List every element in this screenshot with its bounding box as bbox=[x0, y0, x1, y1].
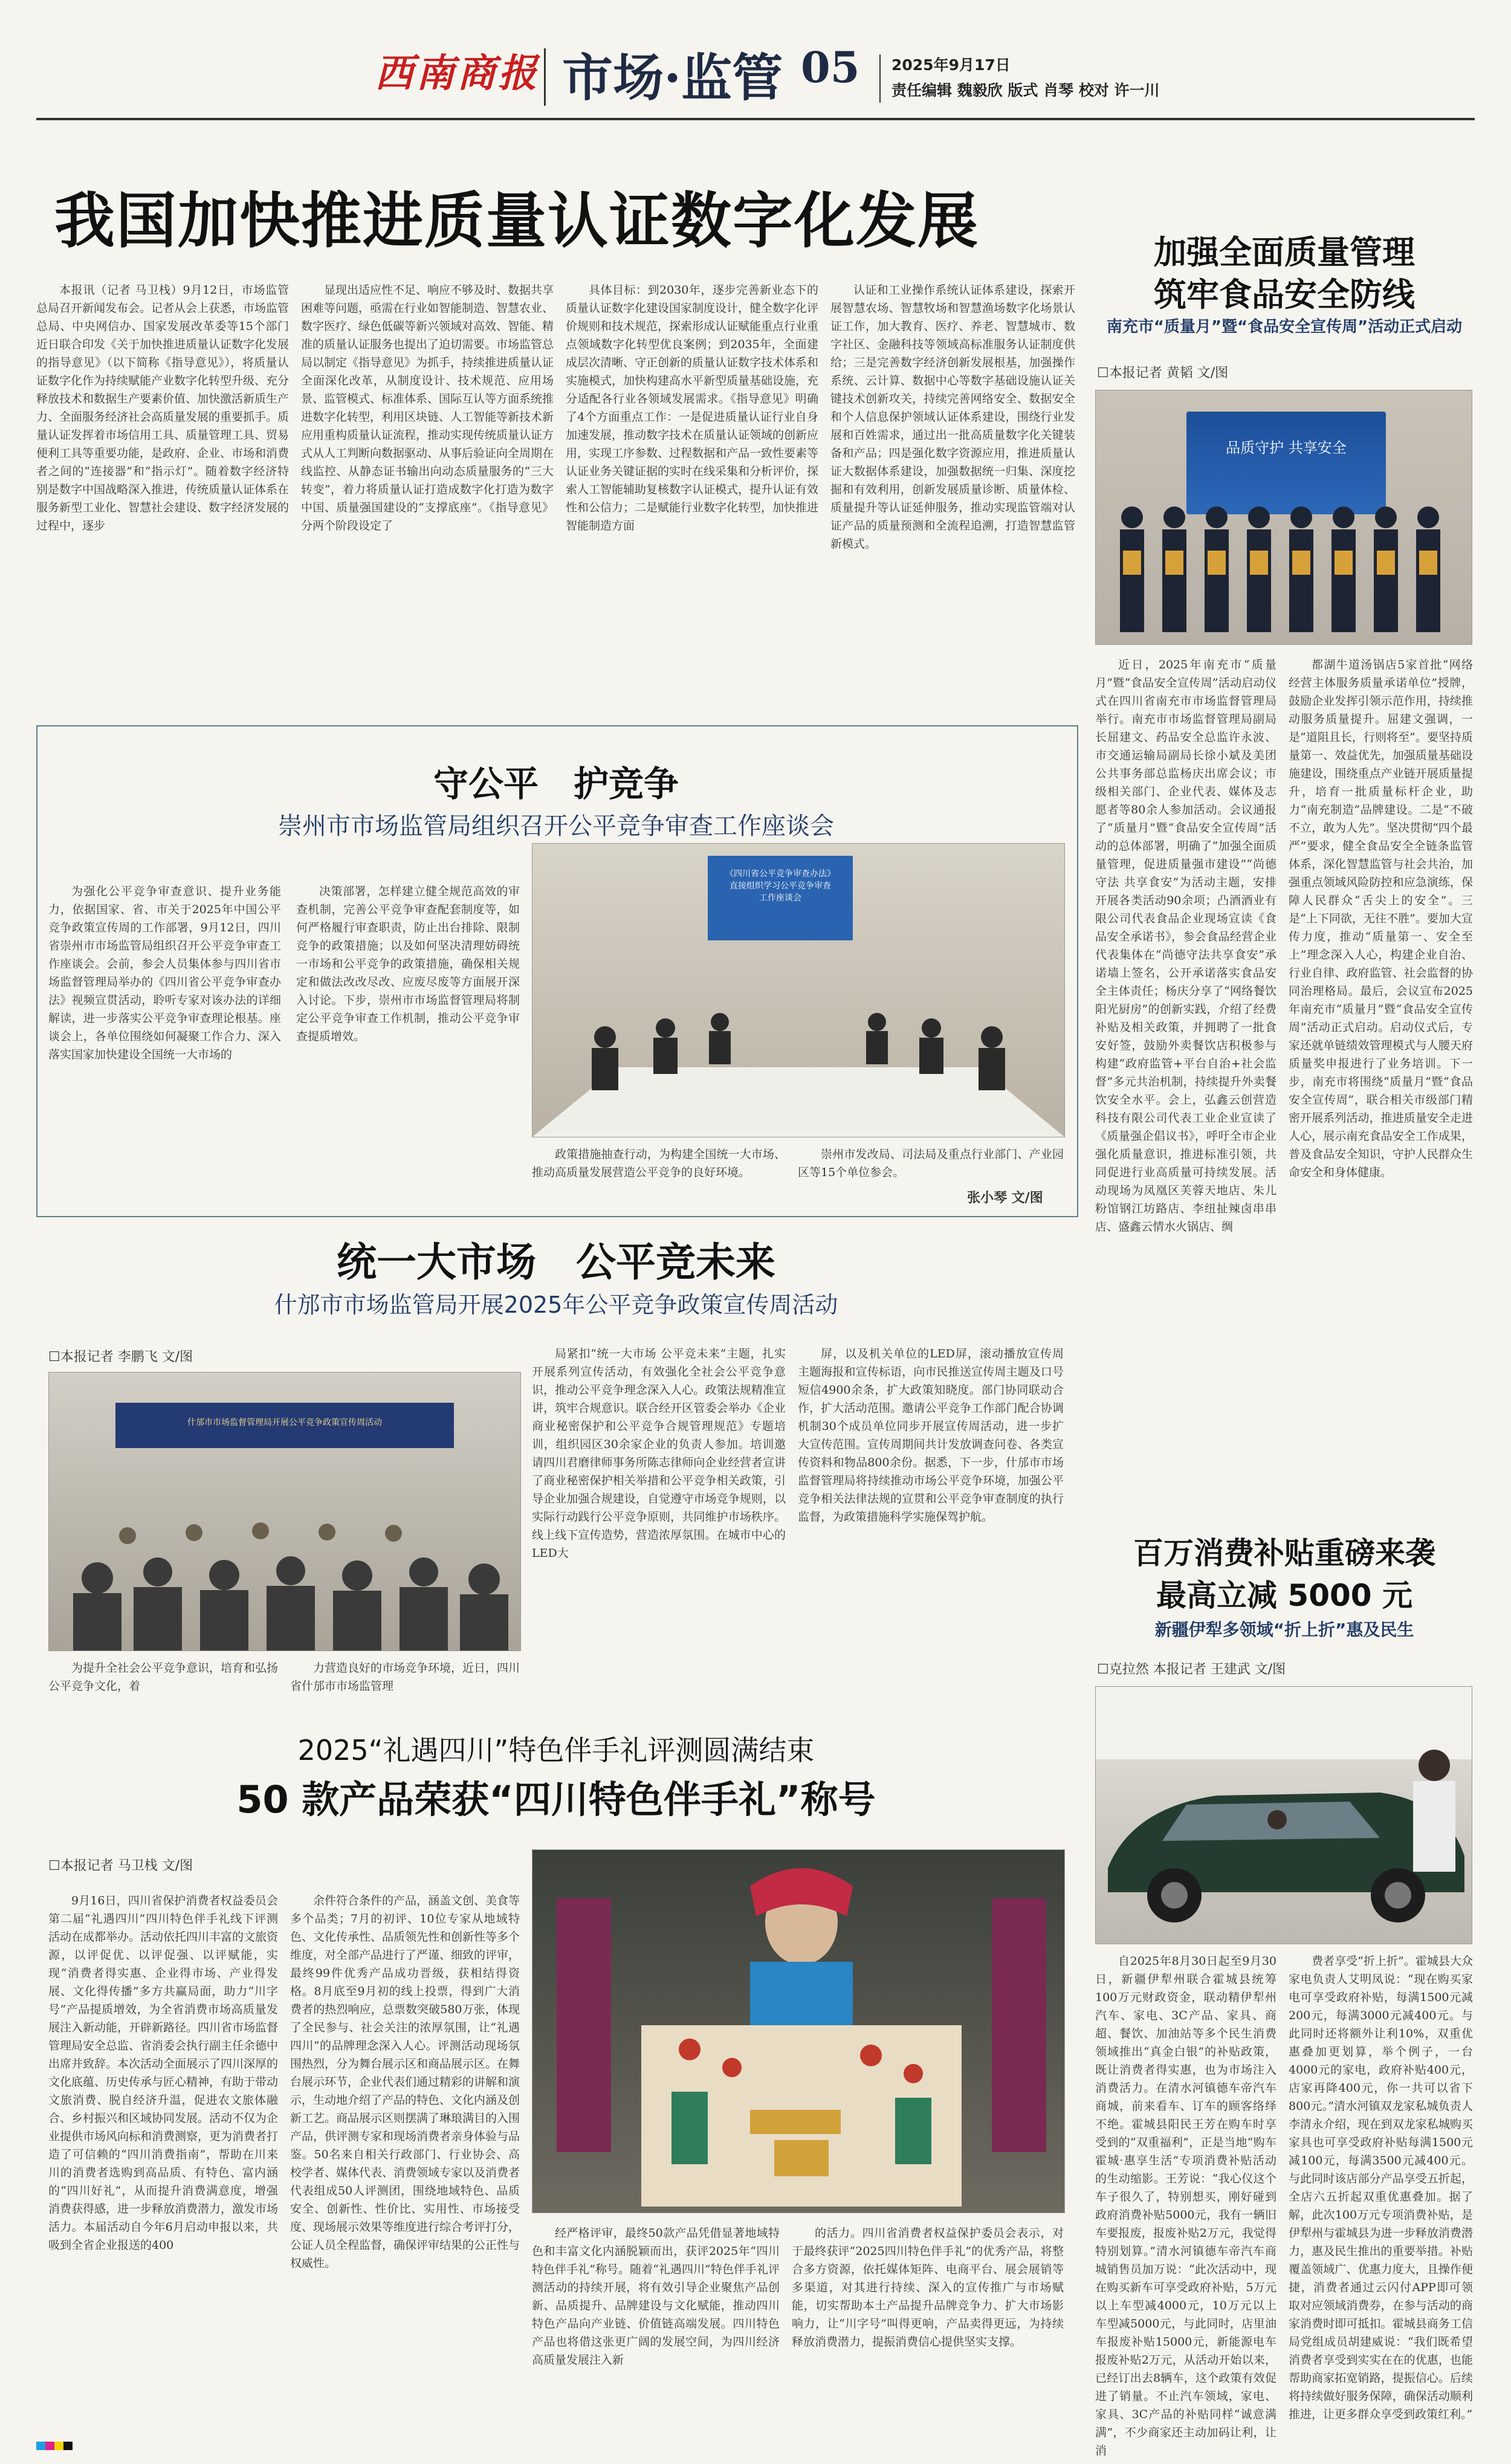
issue-date: 2025年9月17日 bbox=[891, 56, 1011, 74]
article5-byline bbox=[1097, 363, 1228, 381]
article4-col-1: 9月16日，四川省保护消费者权益委员会第二届“礼遇四川”四川特色伴手礼线下评测活动在成都举办。活动依托四川丰富的文旅资源，以评促优、以评促强、以评赋能，实现“消费者得实惠、企业得市场、产业得发展、文化得传播”多方共赢局面，助力“川字号”产品提质增效，为全省消费市场高质量发展注入新动能，开辟新路径。四川省市场监督管理局安全总监、省消委会执行副主任余德中出席并致辞。本次活动全面展示了四川深厚的文化底蕴、历史传承与匠心精神，有助于带动文旅消费、脱自经济升温，促进农文旅体融合、乡村振兴和区域协同发展。活动不仅为企业提供市场风向标和消费测察，更为消费者打造了可信赖的“四川消费指南”，帮助在川来川的消费者选购到高品质、有特色、富内涵的“四川好礼”，从而提升消费满意度，增强消费获得感，进一步释放消费潜力，激发市场活力。本届活动自今年6月启动申报以来，共吸到全省企业报送的400 bbox=[48, 1894, 279, 2252]
article4-col-3: 经严格评审，最终50款产品凭借显著地域特色和丰富文化内涵脱颖而出，获评2025年“四川特色伴手礼”称号。随着“礼遇四川”特色伴手礼评测活动的持续开展，将有效引导企业聚焦产品创新、品质提升、品牌建设与文化赋能，推动四川特色产品向产业链、价值链高端发展。四川特色产品也将借这张更广阔的发展空间，为四川经济高质量发展注入新 bbox=[532, 2226, 780, 2367]
article1-title: 我国加快推进质量认证数字化发展 bbox=[54, 186, 979, 256]
byline-marker-icon: ☐ bbox=[1097, 1662, 1109, 1677]
article6-col-1: 自2025年8月30日起至9月30日，新疆伊犁州联合霍城县统筹100万元财政资金，联动精伊犁州汽车、家电、3C产品、家具、商超、餐饮、加油站等多个民生消费领域推出“真金白银”的补贴政策，既让消费者得实惠，也为市场注入消费活力。在清水河镇德车帝汽车商城，前来看车、订车的顾客络绎不绝。霍城县阳民王芳在购车时享受到的“双重福利”，正是当地“购车霍城·惠享生活”专项消费补贴活动的生动缩影。王芳说：“我心仪这个车子很久了，特别想买，刚好碰到政府消费补贴5000元，我有一辆旧车要报废，报废补贴2万元，我觉得特别划算。”清水河镇德车帝汽车商城销售员加万说：“此次活动中，现在购买新车可享受政府补贴，5万元以上车型减4000元，10万元以上车型减5000元，与此同时，店里油车报废补贴15000元，新能源电车报废补贴2万元，从活动开始以来，已经订出去8辆车，这个政策有效促进了销量。不止汽车领域，家电、家具、3C产品的补贴同样“诚意满满”，不少商家还主动加码让利，让消 bbox=[1095, 1955, 1276, 2457]
byline-marker-icon: ☐ bbox=[1097, 366, 1109, 381]
byline-marker-icon: ☐ bbox=[48, 1858, 60, 1874]
article3-subtitle: 什邡市市场监管局开展2025年公平竞争政策宣传周活动 bbox=[274, 1292, 838, 1318]
masthead-divider-2 bbox=[879, 54, 881, 103]
article2-credit: 张小琴 文/图 bbox=[967, 1191, 1043, 1206]
article4-byline-text: 本报记者 马卫栈 文/图 bbox=[60, 1858, 193, 1874]
paper-logo: 西南商报 bbox=[375, 51, 539, 96]
backdrop-text: 品质守护 共享安全 bbox=[1226, 439, 1347, 456]
article2-col-3: 政策措施抽查行动，为构建全国统一大市场、推动高质量发展营造公平竞争的良好环境。 bbox=[532, 1148, 786, 1179]
article4-col-4: 的活力。四川省消费者权益保护委员会表示，对于最终获评“2025四川特色伴手礼”的优秀产品，将整合多方资源，依托媒体矩阵、电商平台、展会展销等多渠道，对其进行持续、深入的宣传推广与市场赋能，切实帮助本土产品提升品牌竞争力、扩大市场影响力，让“川字号”叫得更响，产品卖得更远，为持续释放消费潜力，提振消费信心提供坚实支撑。 bbox=[792, 2226, 1064, 2349]
banner-text: 什邡市市场监督管理局开展公平竞争政策宣传周活动 bbox=[187, 1418, 382, 1428]
article5-col-2: 都湖牛道汤锅店5家首批“网络经营主体服务质量承诺单位”授牌，鼓励企业发挥引领示范作用，持续推动服务质量提升。屈建文强调，一是“道阻且长，行则将至”。要坚持质量第一、效益优先，加强质量基础设施建设，围绕重点产业链开展质量提升，培育一批质量标杆企业，助力“南充制造”品牌建设。二是“不破不立，敢为人先”。坚决贯彻“四个最严”要求，健全食品安全全链条监管体系，深化智慧监管与社会共治，加强重点领域风险防控和应急演练，保障人民群众“舌尖上的安全”。三是“上下同欲，无往不胜”。要加大宣传力度，推动“质量第一、安全至上”理念深入人心，构建企业自治、行业自律、政府监管、社会监督的协同治理格局。最后，会议宣布2025年南充市“质量月”暨“食品安全宣传周”活动正式启动。启动仪式后，专家还就单链绩效管理模式与人腰天府质量奖申报进行了业务培训。下一步，南充市将围绕“质量月”暨“食品安全宣传周”，联合相关市级部门精密开展系列活动，推进质量安全走进人心，展示南充食品安全工作成果，普及食品安全知识，守护人民群众生命安全和身体健康。 bbox=[1289, 658, 1473, 1179]
masthead-rule bbox=[36, 118, 1475, 120]
article3-col-2: 力营造良好的市场竞争环境，近日，四川省什邡市市场监管理 bbox=[290, 1661, 520, 1693]
article5-photo bbox=[1095, 390, 1472, 645]
article4-title: 2025“礼遇四川”特色伴手礼评测圆满结束 bbox=[297, 1734, 815, 1767]
article6-photo bbox=[1095, 1686, 1472, 1944]
article3-col-4: 屏，以及机关单位的LED屏，滚动播放宣传周主题海报和宣传标语，向市民推送宣传周主题及口号短信4900余条，扩大政策知晓度。部门协同联动合作，扩大活动范围。邀请公平竞争工作部门配合协调机制30个成员单位同步开展宣传周活动，进一步扩大宣传范围。宣传周期间共计发放调查问卷、各类宣传资料和物品800余份。据悉，下一步，什邡市市场监督管理局将持续推动市场公平竞争环境，加强公平竞争相关法律法规的宣贯和公平竞争审查制度的执行监督，为政策措施科学实施保驾护航。 bbox=[798, 1347, 1064, 1524]
article4-byline bbox=[48, 1855, 193, 1874]
article5-title-line1: 加强全面质量管理 bbox=[1154, 233, 1415, 271]
article2-subtitle: 崇州市市场监管局组织召开公平竞争审查工作座谈会 bbox=[278, 812, 834, 840]
article6-title-line2: 最高立减 5000 元 bbox=[1156, 1578, 1412, 1613]
meeting-table bbox=[532, 946, 1064, 1137]
article6-subtitle: 新疆伊犁多领域“折上折”惠及民生 bbox=[1154, 1620, 1414, 1640]
article3-title: 统一大市场 公平竞未来 bbox=[337, 1239, 775, 1285]
award-people-group bbox=[1096, 493, 1472, 644]
article2-photo bbox=[532, 843, 1065, 1137]
article3-col-1: 为提升全社会公平竞争意识，培育和弘扬公平竞争文化，着 bbox=[48, 1661, 279, 1693]
article3-photo bbox=[48, 1372, 521, 1651]
article1-col-2: 显现出适应性不足、响应不够及时、数据共享困难等问题，亟需在行业如智能制造、智慧农业、数字医疗、绿色低碳等新兴领域对高效、智能、精准的质量认证服务也提出了迫切需要。市场监管总局以制定《指导意见》为抓手，持续推进质量认证全面深化改革，从制度设计、技术规范、应用场景、监管模式、标准体系、国际互认等方面系统推进数字化转型，利用区块链、人工智能等新技术新应用重构质量认证流程，推动实现传统质量认证方式从人工判断向数据驱动、从事后验证向全周期在线监控、从静态证书输出向动态质量服务的“三大转变”，着力将质量认证打造成数字化打造为数字中国、质量强国建设的“支撑底座”。《指导意见》分两个阶段设定了 bbox=[301, 283, 554, 532]
article6-col-2: 费者享受“折上折”。霍城县大众家电负责人艾明凤说：“现在购买家电可享受政府补贴，每满1500元减200元，每满3000元减400元。与此同时还将额外让利10%，双重优惠叠加更划算，举个例子，一台4000元的家电，政府补贴400元，店家再降400元，你一共可以省下800元。”清水河镇双龙家私城负责人李清永介绍，现在到双龙家私城购买家具也可享受政府补贴每满1500元减100元，每满3500元减400元。与此同时该店部分产品享受五折起，全店六五折起双重优惠叠加。据了解，此次100万元专项消费补贴，是伊犁州与霍城县为进一步释放消费潜力，惠及民生推出的重要举措。补贴覆盖领域广、优惠力度大，且操作便捷，消费者通过云闪付APP即可领取对应领域消费券，在参与活动的商家消费时即可抵扣。霍城县商务工信局党组成员胡建威说：“我们既希望消费者享受到实实在在的优惠，也能帮助商家拓宽销路，提振信心。后续将持续做好服务保障，确保活动顺利推进，让更多群众享受到政策红利。” bbox=[1289, 1955, 1473, 2421]
masthead bbox=[0, 0, 1511, 127]
article2-col-2: 决策部署，怎样建立健全规范高效的审查机制，完善公平竞争审查配套制度等，如何严格履行审查职责，防止出台排除、限制竞争的政策措施；以及如何坚决清理妨碍统一市场和公平竞争的政策措施，确保相关规定和做法改改尽改、应废尽废等方面展开深入讨论。下步，崇州市市场监督管理局将制定公平竞争审查工作机制，推动公平竞争审查提质增效。 bbox=[296, 885, 520, 1043]
article5-subtitle: 南充市“质量月”暨“食品安全宣传周”活动正式启动 bbox=[1106, 318, 1463, 336]
article5-col-1: 近日，2025年南充市“质量月”暨“食品安全宣传周”活动启动仪式在四川省南充市市场监督管理局举行。南充市市场监督管理局副局长屈建文、药品安全总监许永波、市交通运输局副局长徐小斌及美团公共事务部总监杨庆出席会议；市级相关部门、企业代表、媒体及志愿者等80余人参加活动。会议通报了“质量月”暨“食品安全宣传周”活动的总体部署，明确了“加强全面质量管理，促进质量强市建设”“尚德守法 共享食安”为活动主题，安排开展各类活动90余项；凸酒酒业有限公司代表食品企业现场宣读《食品安全承诺书》，参会食品经营企业代表集体在“尚德守法共享食安”承诺墙上签名，公开承诺落实食品安全主体责任；杨庆分享了“网络餐饮阳光厨房”的创新实践，介绍了经费补贴及相关政策，并拥聘了一批食安好签，鼓励外卖餐饮店积极参与构建“政府监管+平台自治+社会监督”多元共治机制，持续提升外卖餐饮安全水平。会上，弘鑫云创营造科技有限公司代表工业企业宣读了《质量强企倡议书》，呼吁全市企业强化质量意识，推进标准引领，共同促进行业高质量可持续发展。活动现场为凤凰区芙蓉天地店、朱儿粉馆钢江坊路店、李纽扯辣卤串串店、盛鑫云情水火锅店、绸 bbox=[1095, 658, 1276, 1234]
article2-title: 守公平 护竞争 bbox=[433, 763, 679, 804]
article6-byline bbox=[1097, 1659, 1286, 1678]
page-number: 05 bbox=[801, 42, 860, 92]
article6-byline-text: 克拉然 本报记者 王建武 文/图 bbox=[1108, 1662, 1286, 1677]
byline-marker-icon: ☐ bbox=[48, 1350, 60, 1365]
article1-col-1: 本报讯（记者 马卫栈）9月12日，市场监管总局召开新闻发布会。记者从会上获悉，市场监管总局、中央网信办、国家发展改革委等15个部门近日联合印发《关于加快推进质量认证数字化发展的指导意见》（以下简称《指导意见》），将质量认证数字化作为持续赋能产业数字化转型升级、充分释放技术和数据生产要素价值、加快激活新质生产力、全面服务经济社会高质量发展的重要抓手。质量认证发挥着市场信用工具、质量管理工具、贸易便利工具等重要功能，是政府、企业、市场和消费者之间的“连接器”和“指示灯”。随着数字经济特别是数字中国战略深入推进，传统质量认证体系在服务新型工业化、智慧社会建设、数字经济发展的过程中，逐步 bbox=[36, 283, 290, 532]
car-showroom-scene bbox=[1096, 1687, 1472, 1944]
masthead-divider bbox=[544, 48, 546, 106]
article3-col-3: 局紧扣“统一大市场 公平竞未来”主题，扎实开展系列宣传活动，有效强化全社会公平竞争意识，推动公平竞争理念深入人心。政策法规精准宣讲，筑牢合规意识。联合经开区管委会举办《企业商业秘密保护和公平竞争合规管理规范》专题培训，组织园区30余家企业的负责人参加。培训邀请四川君磨律师事务所陈志律师向企业经营者宣讲了商业秘密保护相关举措和公平竞争相关政策，引导企业加强合规建设，自觉遵守市场竞争规则，以实际行动践行公平竞争原则，共同维护市场秩序。线上线下宣传造势，营造浓厚氛围。在城市中心的LED大 bbox=[532, 1347, 786, 1560]
article4-col-2: 余件符合条件的产品，涵盖文创、美食等多个品类；7月的初评、10位专家从地域特色、文化传承性、品质领先性和创新性等多个维度，对全部产品进行了严谨、细致的评审，最终99件优秀产品成功晋级，获相结得资格。8月底至9月初的线上投票，得到广大消费者的热烈响应，总票数突破580万张，体现了全民参与、社会关注的浓厚氛围，让“礼遇四川”的品牌理念深入人心。评测活动现场氛围热烈，分为舞台展示区和商品展示区。在舞台展示环节，企业代表们通过精彩的讲解和演示，生动地介绍了产品的特色、文化内涵及创新工艺。商品展示区则摆满了琳琅满目的入围产品，供评测专家和现场消费者亲身体验与品鉴。50名来自相关行政部门、行业协会、高校学者、媒体代表、消费领域专家以及消费者代表组成50人评测团，围绕地域特色、品质安全、创新性、性价比、实用性、市场接受度、现场展示效果等维度进行综合考评打分，公证人员全程监督，确保评审结果的公正性与权威性。 bbox=[290, 1894, 520, 2270]
editors-line: 责任编辑 魏毅欣 版式 肖琴 校对 许一川 bbox=[891, 82, 1160, 99]
crafts-display-scene bbox=[532, 1850, 1064, 2213]
article3-byline-text: 本报记者 李鹏飞 文/图 bbox=[60, 1350, 193, 1365]
training-audience bbox=[49, 1469, 520, 1651]
article4-subtitle: 50 款产品荣获“四川特色伴手礼”称号 bbox=[236, 1777, 876, 1822]
article5-title-line2: 筑牢食品安全防线 bbox=[1154, 276, 1415, 314]
article4-photo bbox=[532, 1849, 1065, 2213]
article5-byline-text: 本报记者 黄韬 文/图 bbox=[1108, 366, 1229, 381]
color-registration-bar bbox=[36, 2442, 73, 2450]
article1-col-3: 具体目标：到2030年，逐步完善新业态下的质量认证数字化建设国家制度设计，健全数字化评价规则和技术规范，探索形成认证赋能重点行业重点领域数字化转型优良案例；到2035年，全面建成层次清晰、守正创新的质量认证数字技术体系和实施模式，加快构建高水平新型质量基础设施，充分适配各行业各领域发展需求。《指导意见》明确了4个方面重点工作：一是促进质量认证行业自身加速发展，推动数字技术在质量认证领域的创新应用，实现工序参数、过程数据和产品一致性要素等认证业务关键证据的实时在线采集和分析评价，探索人工智能辅助复核数字认证模式，提升认证有效性和公信力；二是赋能行业数字化转型，加快推进智能制造方面 bbox=[566, 283, 819, 532]
section-title: 市场·监管 bbox=[562, 48, 783, 108]
article3-byline bbox=[48, 1347, 193, 1365]
article2-col-1: 为强化公平竞争审查意识、提升业务能力，依据国家、省、市关于2025年中国公平竞争政策宣传周的工作部署，9月12日，四川省崇州市市场监管局组织召开公平竞争审查工作座谈会。会前，参会人员集体参与四川省市场监督管理局举办的《四川省公平竞争审查办法》视频宣贯活动，聆听专家对该办法的详细解读，进一步落实公平竞争审查理论根基。座谈会上，各单位围绕如何凝聚工作合力、深入落实国家加快建设全国统一大市场的 bbox=[48, 885, 281, 1061]
article2-col-4: 崇州市发改局、司法局及重点行业部门、产业园区等15个单位参会。 bbox=[798, 1148, 1064, 1179]
article6-title-line1: 百万消费补贴重磅来袭 bbox=[1133, 1536, 1435, 1571]
screen-text: 《四川省公平竞争审查办法》 直接组织学习公平竞争审查 工作座谈会 bbox=[725, 869, 835, 903]
article1-col-4: 认证和工业操作系统认证体系建设，探索开展智慧农场、智慧牧场和智慧渔场数字化场景认证工作，加大教育、医疗、养老、智慧城市、数字社区、金融科技等领域高标准服务认证制度供给；三是完善数字经济创新发展根基，加强操作系统、云计算、数据中心等数字基础设施认证关键技术创新攻关，持续完善网络安全、数据安全和个人信息保护领域认证体系建设，围绕行业发展和百姓需求，通过出一批高质量数字化关键装备和产品；四是强化数字资源应用，推进质量认证大数据体系建设，加强数据统一归集、深度挖掘和有效利用，创新发展质量诊断、质量体检、质量提升等认证延伸服务，推动实现监管端对认证产品的质量预测和全流程追溯，打造智慧监管新模式。 bbox=[830, 283, 1075, 551]
